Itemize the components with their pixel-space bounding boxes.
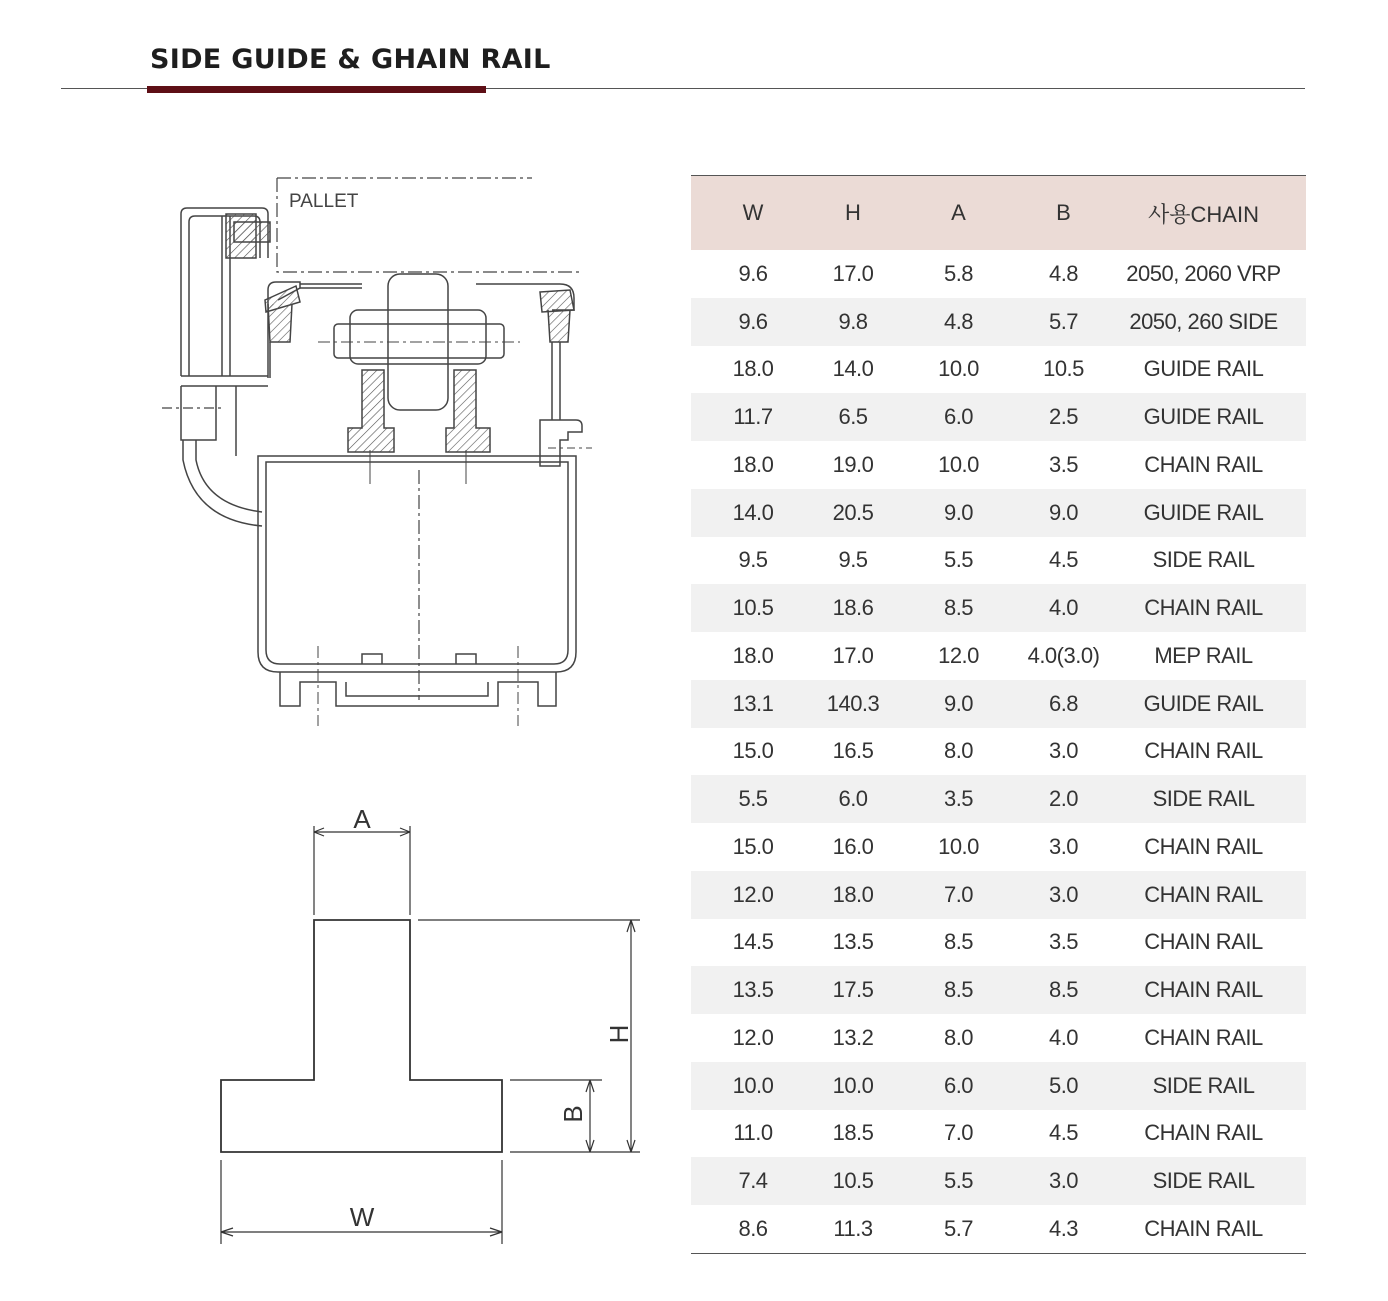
- cell-w: 9.6: [738, 260, 768, 286]
- rail-cross-section-drawing: [162, 178, 592, 726]
- cell-a: 9.0: [891, 489, 1026, 537]
- cell-b: 5.0: [1026, 1062, 1101, 1110]
- table-row: [691, 966, 1306, 1014]
- cell-b: 4.0(3.0): [1027, 642, 1100, 668]
- cell-a: 10.0: [938, 451, 979, 477]
- cell-a: 10.0: [938, 833, 979, 859]
- cell-h: 17.0: [832, 260, 874, 286]
- cell-a: 5.5: [891, 1157, 1026, 1205]
- cell-a: 7.0: [943, 1120, 974, 1146]
- cell-a: 7.0: [891, 871, 1026, 919]
- column-header-chain: 사용CHAIN: [1101, 176, 1306, 251]
- cell-b: 3.0: [1048, 833, 1079, 859]
- table-row: [691, 1014, 1306, 1062]
- table-row: [691, 728, 1306, 776]
- cell-w: 10.0: [691, 1062, 815, 1110]
- cell-a: 5.8: [943, 260, 974, 286]
- table-row: [691, 441, 1306, 489]
- table-row: [691, 298, 1306, 346]
- dim-w-label: W: [349, 1202, 375, 1232]
- cell-b: 4.0: [1048, 1024, 1079, 1050]
- cell-w: 13.5: [691, 966, 815, 1014]
- cell-h: 18.5: [832, 1120, 874, 1146]
- cell-w: 11.7: [691, 393, 815, 441]
- table-row: [691, 393, 1306, 441]
- table-row: [691, 775, 1306, 823]
- table-header-row: [691, 176, 1306, 251]
- cell-w: 15.0: [732, 833, 774, 859]
- table-row: [691, 346, 1306, 394]
- cell-a: 6.0: [891, 1062, 1026, 1110]
- cell-h: 17.0: [832, 642, 874, 668]
- table-row: [691, 632, 1306, 680]
- cell-w: 13.1: [691, 680, 815, 728]
- cell-chain: SIDE RAIL: [1152, 547, 1255, 573]
- spec-table: [691, 175, 1306, 1254]
- cell-b: 2.5: [1026, 393, 1101, 441]
- cell-a: 8.0: [943, 1024, 974, 1050]
- t-profile-dimension-drawing: [221, 826, 640, 1244]
- cell-a: 8.5: [891, 584, 1026, 632]
- column-header-h: H: [815, 176, 891, 251]
- cell-chain: CHAIN RAIL: [1144, 1120, 1263, 1146]
- cell-chain: MEP RAIL: [1154, 642, 1253, 668]
- cell-h: 20.5: [815, 489, 891, 537]
- cell-a: 10.0: [938, 356, 979, 382]
- cell-chain: GUIDE RAIL: [1101, 393, 1306, 441]
- table-row: [691, 680, 1306, 728]
- dim-h-label: H: [604, 1024, 634, 1044]
- cell-a: 4.8: [891, 298, 1026, 346]
- cell-b: 3.5: [1048, 451, 1079, 477]
- cell-h: 16.5: [832, 738, 874, 764]
- cell-w: 8.6: [738, 1215, 768, 1241]
- cell-a: 9.0: [891, 680, 1026, 728]
- cell-chain: CHAIN RAIL: [1144, 738, 1263, 764]
- pallet-label: PALLET: [289, 191, 359, 212]
- table-body: [691, 250, 1306, 1253]
- cell-h: 6.5: [815, 393, 891, 441]
- cell-chain: CHAIN RAIL: [1144, 929, 1263, 955]
- cell-h: 10.0: [815, 1062, 891, 1110]
- cell-h: 18.6: [815, 584, 891, 632]
- cell-h: 140.3: [815, 680, 891, 728]
- dim-b-label: B: [558, 1105, 588, 1123]
- column-header-w: W: [691, 176, 815, 251]
- cell-chain: SIDE RAIL: [1101, 1062, 1306, 1110]
- cell-chain: CHAIN RAIL: [1144, 833, 1263, 859]
- dim-a-label: A: [353, 804, 371, 834]
- cell-b: 5.7: [1026, 298, 1101, 346]
- cell-b: 6.8: [1026, 680, 1101, 728]
- cell-chain: SIDE RAIL: [1101, 1157, 1306, 1205]
- cell-w: 9.5: [738, 547, 768, 573]
- table-row: [691, 1062, 1306, 1110]
- cell-chain: CHAIN RAIL: [1144, 451, 1263, 477]
- cell-b: 3.0: [1048, 738, 1079, 764]
- cell-a: 5.5: [943, 547, 974, 573]
- cell-h: 11.3: [833, 1215, 873, 1241]
- cell-chain: GUIDE RAIL: [1143, 356, 1264, 382]
- cell-chain: CHAIN RAIL: [1101, 871, 1306, 919]
- cell-chain: GUIDE RAIL: [1101, 489, 1306, 537]
- cell-h: 13.2: [832, 1024, 874, 1050]
- column-header-b: B: [1026, 176, 1101, 251]
- cell-b: 4.5: [1048, 547, 1079, 573]
- cell-b: 3.0: [1026, 871, 1101, 919]
- cell-h: 18.0: [815, 871, 891, 919]
- table-row: [691, 823, 1306, 871]
- cell-b: 2.0: [1026, 775, 1101, 823]
- cell-h: 10.5: [815, 1157, 891, 1205]
- cell-chain: GUIDE RAIL: [1101, 680, 1306, 728]
- cell-a: 5.7: [943, 1215, 974, 1241]
- cell-chain: CHAIN RAIL: [1101, 584, 1306, 632]
- cell-b: 4.5: [1048, 1120, 1079, 1146]
- table-row: [691, 584, 1306, 632]
- cell-h: 6.0: [815, 775, 891, 823]
- page-title: SIDE GUIDE & GHAIN RAIL: [150, 44, 551, 75]
- cell-w: 9.6: [691, 298, 815, 346]
- table-row: [691, 871, 1306, 919]
- cell-h: 9.5: [838, 547, 868, 573]
- cell-w: 5.5: [691, 775, 815, 823]
- cell-w: 18.0: [732, 642, 774, 668]
- cell-w: 14.5: [732, 929, 774, 955]
- cell-w: 10.5: [691, 584, 815, 632]
- cell-h: 13.5: [832, 929, 874, 955]
- cell-h: 17.5: [815, 966, 891, 1014]
- table-row: [691, 1205, 1306, 1253]
- cell-w: 18.0: [732, 451, 774, 477]
- column-header-a: A: [891, 176, 1026, 251]
- cell-b: 4.3: [1048, 1215, 1079, 1241]
- cell-w: 7.4: [691, 1157, 815, 1205]
- cell-chain: 2050, 2060 VRP: [1126, 260, 1281, 286]
- cell-h: 16.0: [832, 833, 874, 859]
- cell-h: 14.0: [832, 356, 874, 382]
- cell-b: 8.5: [1026, 966, 1101, 1014]
- cell-a: 8.5: [891, 966, 1026, 1014]
- cell-chain: CHAIN RAIL: [1144, 1024, 1263, 1050]
- cell-h: 9.8: [815, 298, 891, 346]
- cell-chain: CHAIN RAIL: [1144, 1215, 1263, 1241]
- cell-b: 9.0: [1026, 489, 1101, 537]
- cell-chain: CHAIN RAIL: [1101, 966, 1306, 1014]
- cell-a: 8.5: [943, 929, 974, 955]
- cell-b: 3.0: [1026, 1157, 1101, 1205]
- cell-a: 12.0: [938, 642, 979, 668]
- table-row: [691, 250, 1306, 298]
- table-row: [691, 537, 1306, 585]
- cell-chain: 2050, 260 SIDE: [1101, 298, 1306, 346]
- cell-w: 12.0: [732, 1024, 774, 1050]
- cell-b: 10.5: [1043, 356, 1084, 382]
- cell-b: 3.5: [1048, 929, 1079, 955]
- table-row: [691, 919, 1306, 967]
- cell-w: 12.0: [691, 871, 815, 919]
- table-row: [691, 1157, 1306, 1205]
- cell-b: 4.8: [1048, 260, 1079, 286]
- table-row: [691, 489, 1306, 537]
- cell-h: 19.0: [832, 451, 874, 477]
- cell-w: 18.0: [732, 356, 774, 382]
- cell-w: 15.0: [732, 738, 774, 764]
- cell-chain: SIDE RAIL: [1101, 775, 1306, 823]
- cell-w: 14.0: [691, 489, 815, 537]
- table-row: [691, 1110, 1306, 1158]
- cell-a: 3.5: [891, 775, 1026, 823]
- cell-w: 11.0: [733, 1120, 773, 1146]
- cell-a: 8.0: [943, 738, 974, 764]
- cell-b: 4.0: [1026, 584, 1101, 632]
- cell-a: 6.0: [891, 393, 1026, 441]
